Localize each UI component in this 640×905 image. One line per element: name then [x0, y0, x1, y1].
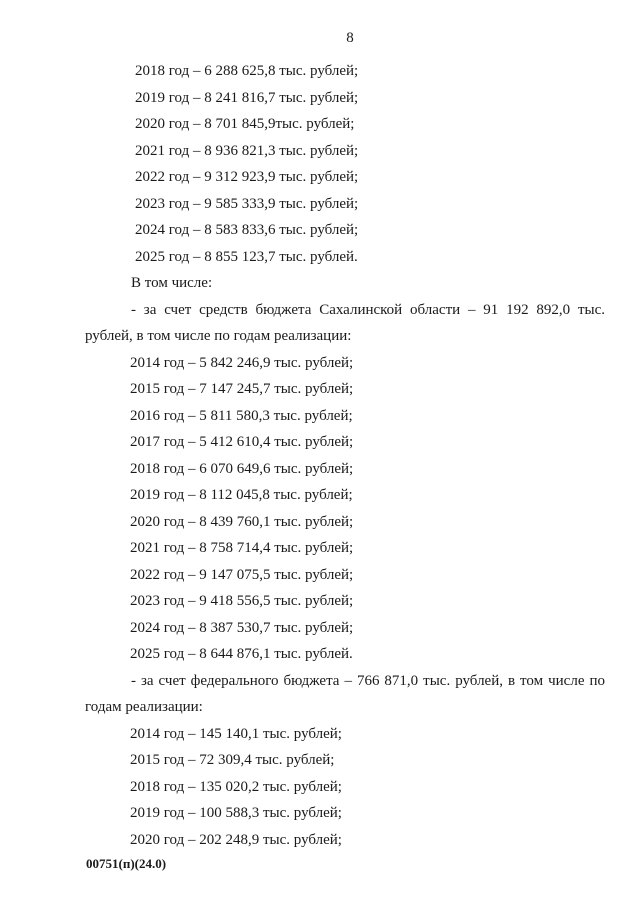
regional-year-2024: 2024 год – 8 387 530,7 тыс. рублей; [130, 619, 354, 636]
regional-year-2016: 2016 год – 5 811 580,3 тыс. рублей; [130, 407, 353, 424]
regional-budget-heading: - за счет средств бюджета Сахалинской области – 91 192 892,0 тыс. [131, 301, 605, 318]
regional-year-2017: 2017 год – 5 412 610,4 тыс. рублей; [130, 434, 354, 450]
document-body [0, 60, 640, 855]
federal-year-2018: 2018 год – 135 020,2 тыс. рублей; [130, 778, 342, 795]
page-number: 8 [346, 30, 354, 46]
federal-year-2019: 2019 год – 100 588,3 тыс. рублей; [130, 805, 342, 821]
regional-year-2020: 2020 год – 8 439 760,1 тыс. рублей; [130, 513, 354, 530]
total-year-2021: 2021 год – 8 936 821,3 тыс. рублей; [135, 142, 359, 159]
total-year-2023: 2023 год – 9 585 333,9 тыс. рублей; [135, 195, 359, 212]
document-code: 00751(п)(24.0) [86, 856, 167, 871]
federal-year-2014: 2014 год – 145 140,1 тыс. рублей; [130, 725, 342, 742]
regional-year-2023: 2023 год – 9 418 556,5 тыс. рублей; [130, 593, 354, 609]
federal-year-2015: 2015 год – 72 309,4 тыс. рублей; [130, 752, 335, 768]
total-year-2025: 2025 год – 8 855 123,7 тыс. рублей. [135, 248, 358, 265]
total-year-2022: 2022 год – 9 312 923,9 тыс. рублей; [135, 169, 359, 185]
total-year-2024: 2024 год – 8 583 833,6 тыс. рублей; [135, 222, 359, 238]
regional-year-2018: 2018 год – 6 070 649,6 тыс. рублей; [130, 460, 354, 477]
regional-year-2014: 2014 год – 5 842 246,9 тыс. рублей; [130, 354, 354, 371]
regional-year-2021: 2021 год – 8 758 714,4 тыс. рублей; [130, 540, 354, 556]
regional-year-2022: 2022 год – 9 147 075,5 тыс. рублей; [130, 566, 354, 583]
federal-budget-heading-cont: годам реализации: [85, 699, 203, 715]
federal-year-2020: 2020 год – 202 248,9 тыс. рублей; [130, 831, 342, 848]
regional-year-2019: 2019 год – 8 112 045,8 тыс. рублей; [130, 487, 353, 503]
federal-budget-heading: - за счет федерального бюджета – 766 871,0 тыс. рублей, в том числе по [131, 672, 605, 689]
total-year-2020: 2020 год – 8 701 845,9тыс. рублей; [135, 116, 355, 132]
regional-year-2025: 2025 год – 8 644 876,1 тыс. рублей. [130, 646, 353, 662]
regional-budget-heading-cont: рублей, в том числе по годам реализации: [85, 328, 352, 344]
total-year-2019: 2019 год – 8 241 816,7 тыс. рублей; [135, 89, 359, 106]
including-label: В том числе: [131, 275, 213, 291]
regional-year-2015: 2015 год – 7 147 245,7 тыс. рублей; [130, 381, 354, 397]
total-year-2018: 2018 год – 6 288 625,8 тыс. рублей; [135, 63, 359, 79]
